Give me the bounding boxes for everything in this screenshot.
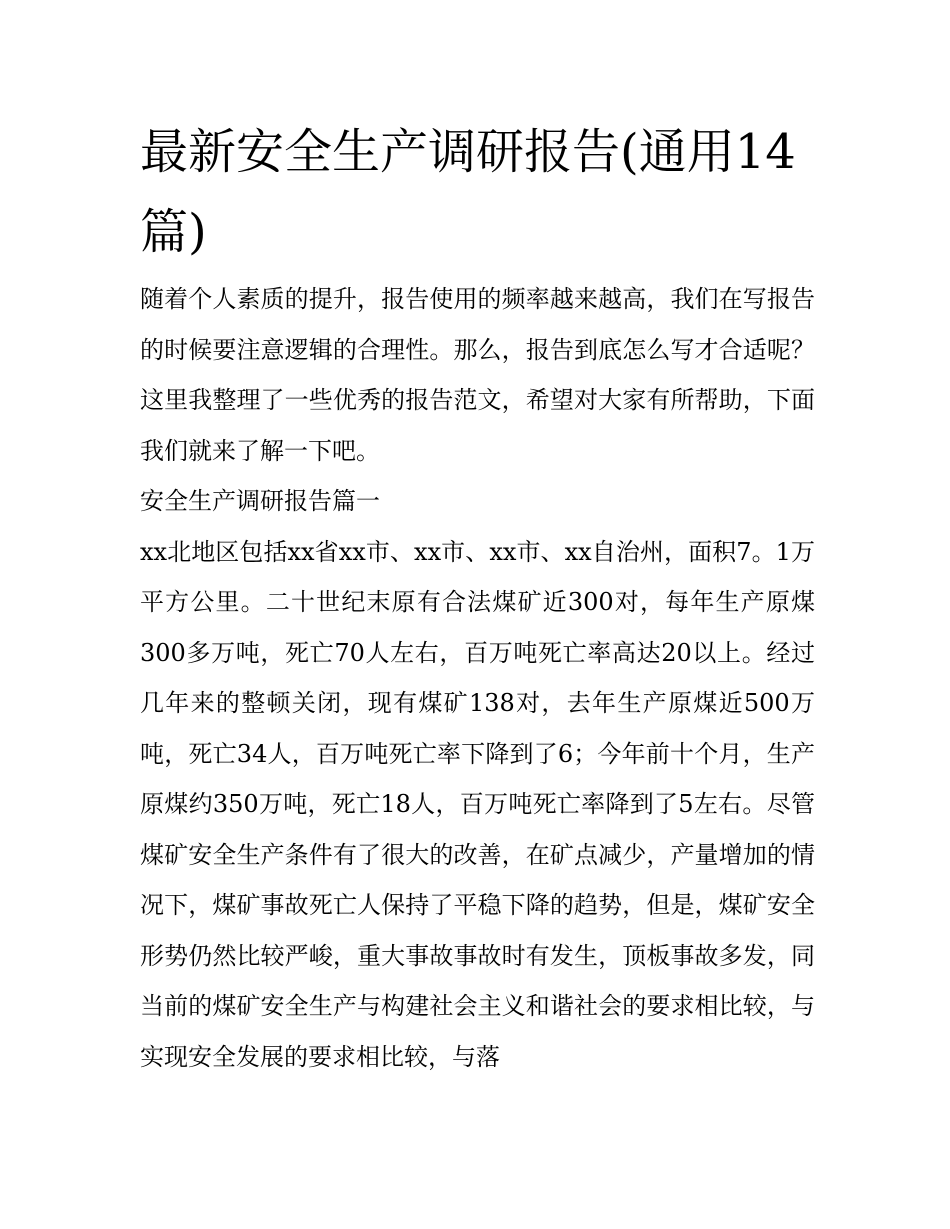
body-paragraph: xx北地区包括xx省xx市、xx市、xx市、xx自治州，面积7。1万平方公里。二十世纪末原有合法煤矿近300对，每年生产原煤300多万吨，死亡70人左右，百万吨死亡率高达20以上。经过几年来的整顿关闭，现有煤矿138对，去年生产原煤近500万吨，死亡34人，百万吨死亡率下降到了6；今年前十个月，生产原煤约350万吨，死亡18人，百万吨死亡率降到了5左右。尽管煤矿安全生产条件有了很大的改善，在矿点减少，产量增加的情况下，煤矿事故死亡人保持了平稳下降的趋势，但是，煤矿安全形势仍然比较严峻，重大事故事故时有发生，顶板事故多发，同当前的煤矿安全生产与构建社会主义和谐社会的要求相比较，与实现安全发展的要求相比较，与落 (140, 537, 815, 1071)
document-title: 最新安全生产调研报告(通用14篇) (140, 124, 796, 260)
intro-paragraph: 随着个人素质的提升，报告使用的频率越来越高，我们在写报告的时候要注意逻辑的合理性。那么，报告到底怎么写才合适呢？这里我整理了一些优秀的报告范文，希望对大家有所帮助，下面我们就来了解一下吧。 (140, 285, 815, 465)
document-body (140, 274, 815, 1082)
section-heading: 安全生产调研报告篇一 (140, 487, 380, 515)
